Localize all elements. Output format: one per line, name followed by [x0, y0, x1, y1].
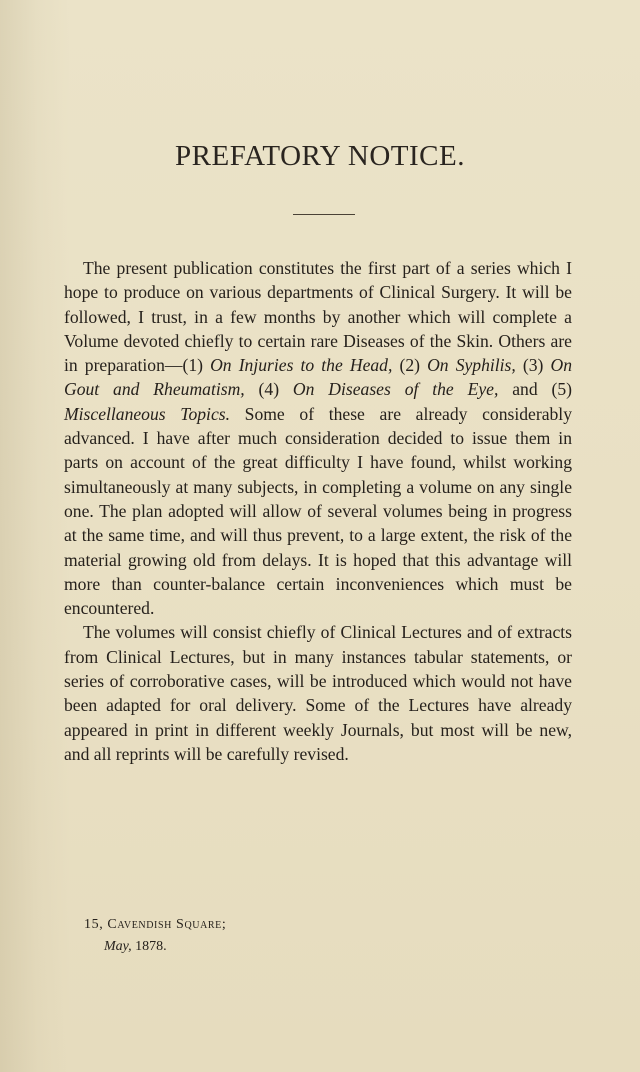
notice-body — [64, 256, 572, 766]
italic-title-run: Miscellaneous Topics. — [64, 403, 230, 424]
text-run: Some of these are already considerably advanced. I have after much consideration decided to issue them in parts on account of the great difficulty I have found, whilst working simultaneously at many subjects, in completing a volume on any single one. The plan adopted will allow of several volumes being in progress at the same time, and will thus prevent, to a large extent, the risk of the material growing old from delays. It is hoped that this advantage will more than counter-balance certain inconveniences which must be encountered. — [64, 403, 572, 619]
paragraph-1 — [64, 256, 572, 620]
title-divider — [293, 214, 355, 215]
text-run: (3) — [515, 355, 551, 376]
italic-title-run: On Syphilis, — [427, 355, 516, 376]
page-title: PREFATORY NOTICE. — [175, 140, 465, 172]
date-year: 1878. — [131, 939, 167, 954]
text-run: (4) — [244, 379, 293, 400]
text-run: The present publication constitutes the first part of a series which I hope to produce on various departments of Clinical Surgery. It will be followed, I trust, in a few months by another which will complete a Volume devoted chiefly to certain rare Diseases of the Skin. Others are in preparation—(1) — [64, 258, 572, 376]
signoff — [84, 914, 226, 958]
date-line — [84, 936, 226, 958]
italic-title-run: On Injuries to the Head, — [210, 355, 393, 376]
italic-title-run: On Gout and Rheumatism, — [64, 355, 573, 400]
address-line: 15, Cavendish Square; — [84, 917, 227, 932]
date-month: May, — [104, 939, 132, 954]
text-run: and (5) — [498, 379, 572, 400]
italic-title-run: On Diseases of the Eye, — [292, 379, 499, 400]
paragraph-2: The volumes will consist chiefly of Clinical Lectures and of extracts from Clinical Lectures, but in many instances tabular statements, or series of corroborative cases, will be introduced which would not have been adapted for oral delivery. Some of the Lectures have already appeared in print in different weekly Journals, but most will be new, and all reprints will be carefully revised. — [64, 622, 572, 764]
text-run: (2) — [392, 355, 428, 376]
